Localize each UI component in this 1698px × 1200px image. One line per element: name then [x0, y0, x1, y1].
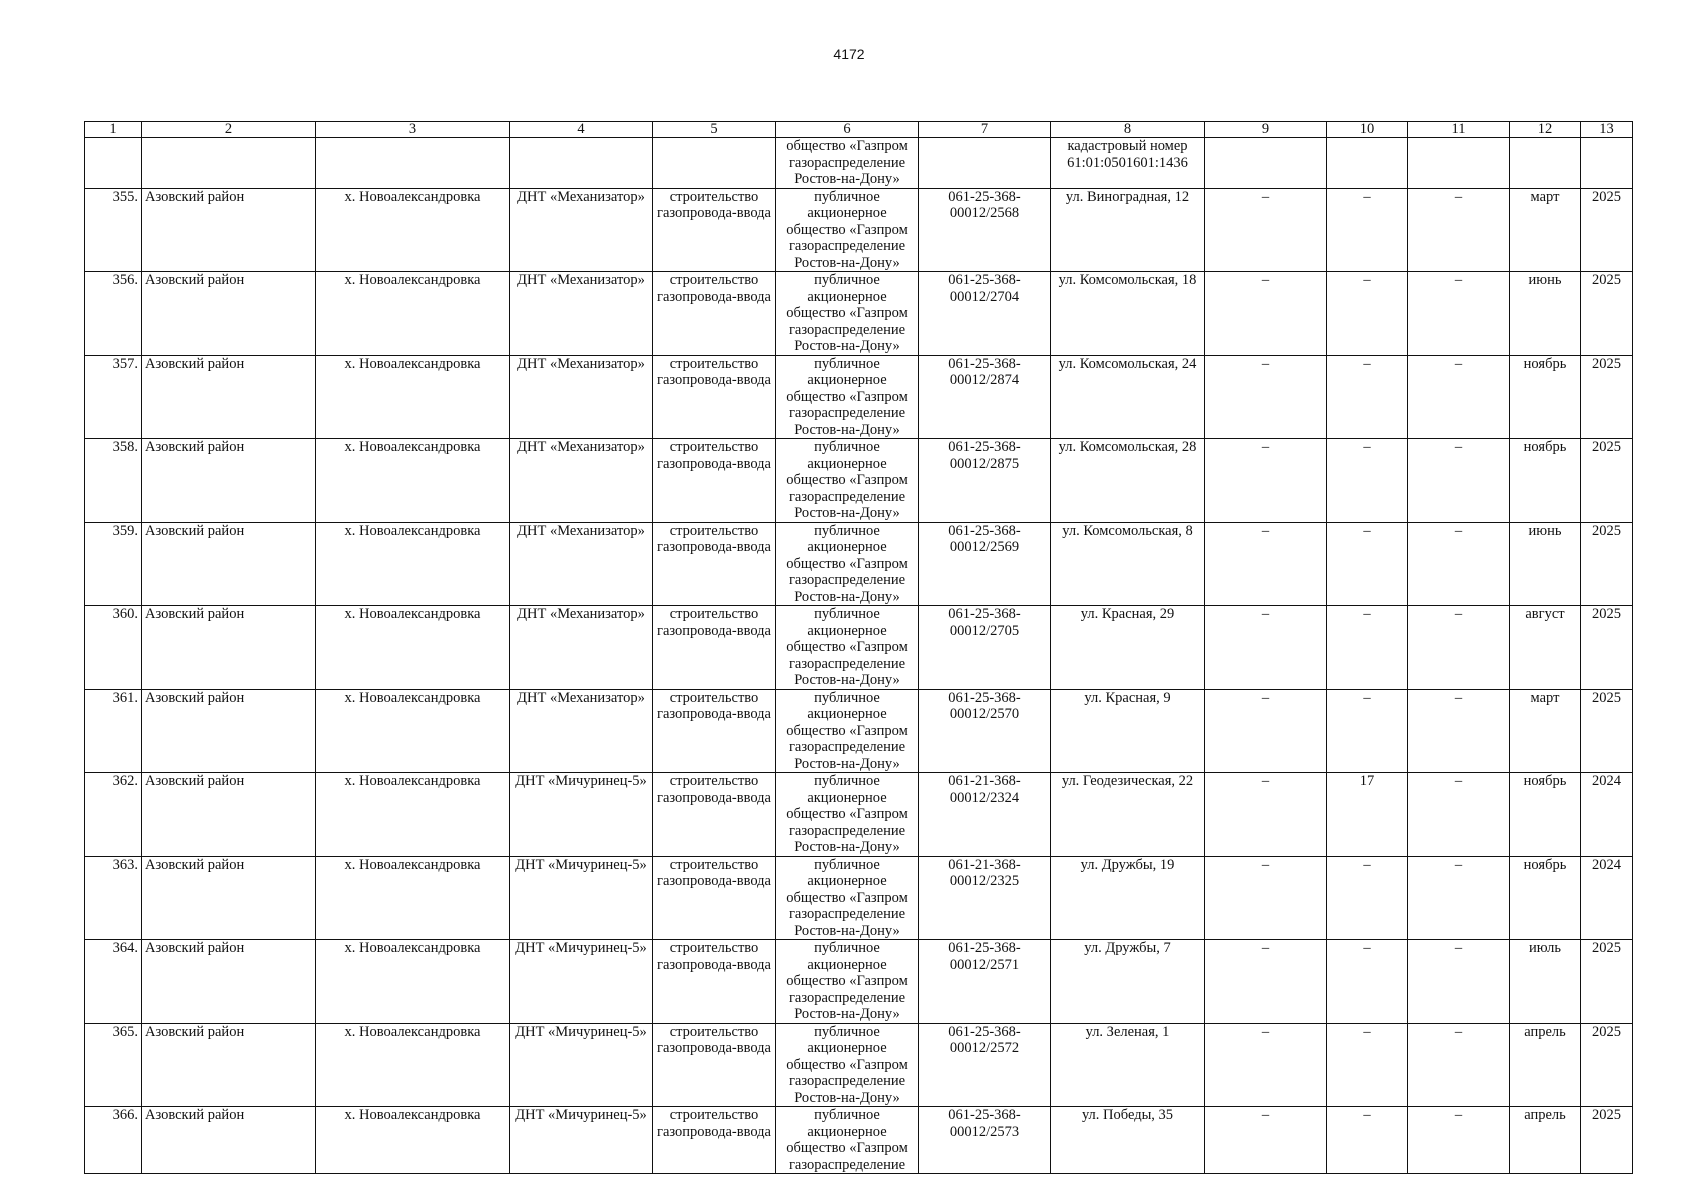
partnership-cell: ДНТ «Мичуринец-5»	[510, 856, 653, 940]
settlement-cell: х. Новоалександровка	[316, 1023, 510, 1107]
column-10-cell: –	[1327, 856, 1408, 940]
partnership-cell: ДНТ «Механизатор»	[510, 188, 653, 272]
year-cell: 2025	[1581, 188, 1633, 272]
month-cell: июнь	[1510, 272, 1581, 356]
row-number-cell: 361.	[85, 689, 142, 773]
row-number-cell: 356.	[85, 272, 142, 356]
settlement-cell: х. Новоалександровка	[316, 522, 510, 606]
column-11-cell: –	[1408, 856, 1510, 940]
district-cell: Азовский район	[142, 355, 316, 439]
address-cell: ул. Геодезическая, 22	[1051, 773, 1205, 857]
work-type-cell: строительство газопровода-ввода	[653, 606, 776, 690]
district-cell: Азовский район	[142, 606, 316, 690]
column-10-cell: –	[1327, 522, 1408, 606]
column-11-cell: –	[1408, 689, 1510, 773]
column-11-cell: –	[1408, 773, 1510, 857]
district-cell: Азовский район	[142, 773, 316, 857]
year-cell: 2025	[1581, 522, 1633, 606]
column-number: 2	[142, 122, 316, 138]
column-10-cell: –	[1327, 1107, 1408, 1174]
column-9-cell: –	[1205, 606, 1327, 690]
month-cell: март	[1510, 188, 1581, 272]
column-10-cell: –	[1327, 606, 1408, 690]
month-cell: июнь	[1510, 522, 1581, 606]
permit-code-cell: 061-25-368-00012/2573	[919, 1107, 1051, 1174]
column-9-cell: –	[1205, 856, 1327, 940]
work-type-cell: строительство газопровода-ввода	[653, 1023, 776, 1107]
continuation-row	[85, 138, 1633, 189]
year-cell: 2025	[1581, 355, 1633, 439]
organization-cell: публичное акционерное общество «Газпром газораспределение Ростов-на-Дону»	[776, 188, 919, 272]
table-row	[85, 439, 1633, 523]
district-cell: Азовский район	[142, 188, 316, 272]
table-row	[85, 1023, 1633, 1107]
address-cell: ул. Комсомольская, 8	[1051, 522, 1205, 606]
empty-cell	[1510, 138, 1581, 189]
address-cell: ул. Комсомольская, 28	[1051, 439, 1205, 523]
partnership-cell: ДНТ «Механизатор»	[510, 522, 653, 606]
month-cell: ноябрь	[1510, 355, 1581, 439]
year-cell: 2025	[1581, 940, 1633, 1024]
partnership-cell: ДНТ «Механизатор»	[510, 689, 653, 773]
column-9-cell: –	[1205, 272, 1327, 356]
column-11-cell: –	[1408, 940, 1510, 1024]
table-row	[85, 856, 1633, 940]
empty-cell	[919, 138, 1051, 189]
organization-cell: публичное акционерное общество «Газпром газораспределение Ростов-на-Дону»	[776, 522, 919, 606]
district-cell: Азовский район	[142, 1023, 316, 1107]
address-cell: кадастровый номер 61:01:0501601:1436	[1051, 138, 1205, 189]
address-cell: ул. Дружбы, 19	[1051, 856, 1205, 940]
column-11-cell: –	[1408, 522, 1510, 606]
partnership-cell: ДНТ «Мичуринец-5»	[510, 1107, 653, 1174]
permit-code-cell: 061-25-368-00012/2874	[919, 355, 1051, 439]
organization-cell: публичное акционерное общество «Газпром газораспределение Ростов-на-Дону»	[776, 272, 919, 356]
year-cell: 2025	[1581, 1023, 1633, 1107]
organization-cell: публичное акционерное общество «Газпром газораспределение Ростов-на-Дону»	[776, 940, 919, 1024]
district-cell: Азовский район	[142, 1107, 316, 1174]
district-cell: Азовский район	[142, 272, 316, 356]
work-type-cell: строительство газопровода-ввода	[653, 188, 776, 272]
column-9-cell: –	[1205, 439, 1327, 523]
month-cell: апрель	[1510, 1023, 1581, 1107]
organization-cell: публичное акционерное общество «Газпром газораспределение Ростов-на-Дону»	[776, 355, 919, 439]
month-cell: ноябрь	[1510, 856, 1581, 940]
address-cell: ул. Комсомольская, 18	[1051, 272, 1205, 356]
column-number: 5	[653, 122, 776, 138]
row-number-cell: 357.	[85, 355, 142, 439]
year-cell: 2024	[1581, 856, 1633, 940]
month-cell: ноябрь	[1510, 439, 1581, 523]
column-number: 4	[510, 122, 653, 138]
district-cell: Азовский район	[142, 856, 316, 940]
settlement-cell: х. Новоалександровка	[316, 355, 510, 439]
row-number-cell: 366.	[85, 1107, 142, 1174]
column-9-cell: –	[1205, 188, 1327, 272]
column-10-cell: –	[1327, 689, 1408, 773]
column-number: 13	[1581, 122, 1633, 138]
year-cell: 2025	[1581, 1107, 1633, 1174]
permit-code-cell: 061-21-368-00012/2325	[919, 856, 1051, 940]
address-cell: ул. Красная, 9	[1051, 689, 1205, 773]
year-cell: 2025	[1581, 689, 1633, 773]
table-row	[85, 689, 1633, 773]
month-cell: март	[1510, 689, 1581, 773]
table-row	[85, 773, 1633, 857]
column-11-cell: –	[1408, 439, 1510, 523]
settlement-cell: х. Новоалександровка	[316, 1107, 510, 1174]
work-type-cell: строительство газопровода-ввода	[653, 689, 776, 773]
district-cell: Азовский район	[142, 522, 316, 606]
column-11-cell: –	[1408, 272, 1510, 356]
empty-cell	[1205, 138, 1327, 189]
table-row	[85, 355, 1633, 439]
empty-cell	[1581, 138, 1633, 189]
work-type-cell: строительство газопровода-ввода	[653, 940, 776, 1024]
page-number: 4172	[833, 46, 865, 62]
work-type-cell: строительство газопровода-ввода	[653, 856, 776, 940]
column-11-cell: –	[1408, 1107, 1510, 1174]
table-row	[85, 940, 1633, 1024]
settlement-cell: х. Новоалександровка	[316, 773, 510, 857]
column-11-cell: –	[1408, 1023, 1510, 1107]
column-10-cell: –	[1327, 272, 1408, 356]
empty-cell	[316, 138, 510, 189]
permit-code-cell: 061-25-368-00012/2572	[919, 1023, 1051, 1107]
month-cell: июль	[1510, 940, 1581, 1024]
row-number-cell: 358.	[85, 439, 142, 523]
empty-cell	[1408, 138, 1510, 189]
permit-code-cell: 061-25-368-00012/2570	[919, 689, 1051, 773]
permit-code-cell: 061-25-368-00012/2571	[919, 940, 1051, 1024]
work-type-cell: строительство газопровода-ввода	[653, 1107, 776, 1174]
settlement-cell: х. Новоалександровка	[316, 689, 510, 773]
table-row	[85, 188, 1633, 272]
permit-code-cell: 061-25-368-00012/2568	[919, 188, 1051, 272]
column-10-cell: –	[1327, 188, 1408, 272]
column-10-cell: –	[1327, 1023, 1408, 1107]
column-9-cell: –	[1205, 689, 1327, 773]
district-cell: Азовский район	[142, 439, 316, 523]
work-type-cell: строительство газопровода-ввода	[653, 355, 776, 439]
partnership-cell: ДНТ «Механизатор»	[510, 355, 653, 439]
address-cell: ул. Победы, 35	[1051, 1107, 1205, 1174]
settlement-cell: х. Новоалександровка	[316, 272, 510, 356]
partnership-cell: ДНТ «Мичуринец-5»	[510, 940, 653, 1024]
organization-cell: публичное акционерное общество «Газпром газораспределение Ростов-на-Дону»	[776, 773, 919, 857]
column-number: 1	[85, 122, 142, 138]
year-cell: 2025	[1581, 439, 1633, 523]
row-number-cell: 364.	[85, 940, 142, 1024]
settlement-cell: х. Новоалександровка	[316, 940, 510, 1024]
month-cell: ноябрь	[1510, 773, 1581, 857]
empty-cell	[85, 138, 142, 189]
partnership-cell: ДНТ «Мичуринец-5»	[510, 1023, 653, 1107]
permit-code-cell: 061-25-368-00012/2569	[919, 522, 1051, 606]
table-row	[85, 522, 1633, 606]
organization-cell: публичное акционерное общество «Газпром газораспределение Ростов-на-Дону»	[776, 1023, 919, 1107]
organization-cell: публичное акционерное общество «Газпром газораспределение	[776, 1107, 919, 1174]
address-cell: ул. Комсомольская, 24	[1051, 355, 1205, 439]
organization-cell: публичное акционерное общество «Газпром газораспределение Ростов-на-Дону»	[776, 856, 919, 940]
permit-code-cell: 061-21-368-00012/2324	[919, 773, 1051, 857]
permit-code-cell: 061-25-368-00012/2704	[919, 272, 1051, 356]
organization-cell: публичное акционерное общество «Газпром газораспределение Ростов-на-Дону»	[776, 606, 919, 690]
column-11-cell: –	[1408, 188, 1510, 272]
column-9-cell: –	[1205, 1023, 1327, 1107]
organization-cell: публичное акционерное общество «Газпром газораспределение Ростов-на-Дону»	[776, 689, 919, 773]
table-row	[85, 606, 1633, 690]
work-type-cell: строительство газопровода-ввода	[653, 522, 776, 606]
column-number: 11	[1408, 122, 1510, 138]
column-10-cell: –	[1327, 940, 1408, 1024]
column-9-cell: –	[1205, 522, 1327, 606]
year-cell: 2024	[1581, 773, 1633, 857]
row-number-cell: 360.	[85, 606, 142, 690]
row-number-cell: 365.	[85, 1023, 142, 1107]
column-number: 9	[1205, 122, 1327, 138]
register-table	[84, 121, 1633, 1174]
column-11-cell: –	[1408, 355, 1510, 439]
column-number: 6	[776, 122, 919, 138]
column-10-cell: 17	[1327, 773, 1408, 857]
table-row	[85, 1107, 1633, 1174]
table-row	[85, 272, 1633, 356]
row-number-cell: 362.	[85, 773, 142, 857]
settlement-cell: х. Новоалександровка	[316, 188, 510, 272]
settlement-cell: х. Новоалександровка	[316, 439, 510, 523]
month-cell: апрель	[1510, 1107, 1581, 1174]
column-number: 12	[1510, 122, 1581, 138]
partnership-cell: ДНТ «Механизатор»	[510, 606, 653, 690]
address-cell: ул. Дружбы, 7	[1051, 940, 1205, 1024]
year-cell: 2025	[1581, 606, 1633, 690]
settlement-cell: х. Новоалександровка	[316, 856, 510, 940]
column-number: 8	[1051, 122, 1205, 138]
empty-cell	[510, 138, 653, 189]
organization-cell: публичное акционерное общество «Газпром газораспределение Ростов-на-Дону»	[776, 439, 919, 523]
district-cell: Азовский район	[142, 940, 316, 1024]
column-number-row	[85, 122, 1633, 138]
permit-code-cell: 061-25-368-00012/2705	[919, 606, 1051, 690]
column-10-cell: –	[1327, 355, 1408, 439]
partnership-cell: ДНТ «Механизатор»	[510, 272, 653, 356]
row-number-cell: 363.	[85, 856, 142, 940]
column-11-cell: –	[1408, 606, 1510, 690]
work-type-cell: строительство газопровода-ввода	[653, 272, 776, 356]
column-number: 10	[1327, 122, 1408, 138]
column-9-cell: –	[1205, 940, 1327, 1024]
empty-cell	[653, 138, 776, 189]
row-number-cell: 359.	[85, 522, 142, 606]
column-number: 3	[316, 122, 510, 138]
empty-cell	[1327, 138, 1408, 189]
column-number: 7	[919, 122, 1051, 138]
month-cell: август	[1510, 606, 1581, 690]
address-cell: ул. Красная, 29	[1051, 606, 1205, 690]
settlement-cell: х. Новоалександровка	[316, 606, 510, 690]
district-cell: Азовский район	[142, 689, 316, 773]
organization-cell: общество «Газпром газораспределение Ростов-на-Дону»	[776, 138, 919, 189]
address-cell: ул. Зеленая, 1	[1051, 1023, 1205, 1107]
partnership-cell: ДНТ «Механизатор»	[510, 439, 653, 523]
address-cell: ул. Виноградная, 12	[1051, 188, 1205, 272]
empty-cell	[142, 138, 316, 189]
column-9-cell: –	[1205, 773, 1327, 857]
column-9-cell: –	[1205, 1107, 1327, 1174]
row-number-cell: 355.	[85, 188, 142, 272]
column-10-cell: –	[1327, 439, 1408, 523]
permit-code-cell: 061-25-368-00012/2875	[919, 439, 1051, 523]
partnership-cell: ДНТ «Мичуринец-5»	[510, 773, 653, 857]
column-9-cell: –	[1205, 355, 1327, 439]
work-type-cell: строительство газопровода-ввода	[653, 439, 776, 523]
work-type-cell: строительство газопровода-ввода	[653, 773, 776, 857]
year-cell: 2025	[1581, 272, 1633, 356]
